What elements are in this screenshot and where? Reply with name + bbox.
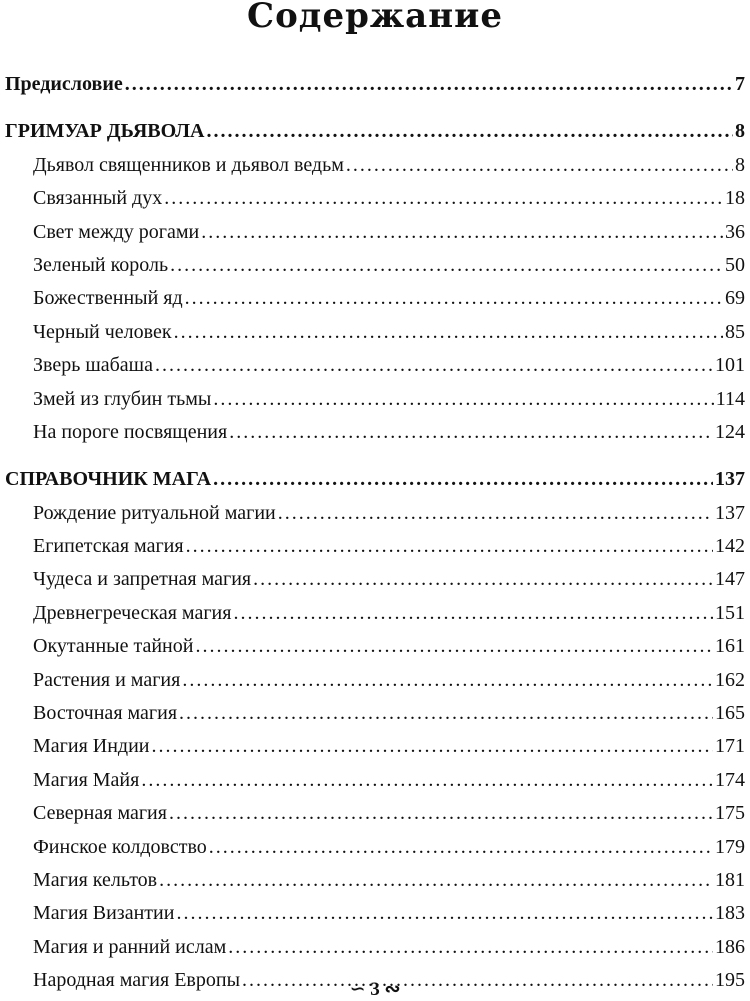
dot-leader xyxy=(182,664,713,697)
entry-page: 183 xyxy=(715,902,745,925)
dot-leader xyxy=(159,864,713,897)
dot-leader xyxy=(185,282,723,315)
dot-leader xyxy=(179,697,713,730)
dot-leader xyxy=(170,249,723,282)
entry-page: 8 xyxy=(735,153,745,176)
toc-entry xyxy=(0,864,745,897)
toc-entry xyxy=(0,530,745,563)
entry-title: Древнегреческая магия xyxy=(33,601,232,624)
toc-entry xyxy=(0,383,745,416)
toc-section-entry xyxy=(0,463,745,496)
toc-entry xyxy=(0,182,745,215)
entry-page: 101 xyxy=(715,354,745,377)
toc-entry xyxy=(0,764,745,797)
toc-entry xyxy=(0,664,745,697)
entry-title: Финское колдовство xyxy=(33,835,207,858)
entry-title: Черный человек xyxy=(33,320,172,343)
entry-page: 137 xyxy=(715,468,745,491)
entry-page: 151 xyxy=(715,601,745,624)
table-of-contents xyxy=(0,68,745,998)
dot-leader xyxy=(346,149,733,182)
entry-page: 165 xyxy=(715,702,745,725)
dot-leader xyxy=(213,463,713,496)
entry-page: 114 xyxy=(715,387,745,410)
entry-title: Северная магия xyxy=(33,802,167,825)
entry-title: Зверь шабаша xyxy=(33,354,153,377)
entry-page: 7 xyxy=(735,73,745,95)
entry-page: 142 xyxy=(715,535,745,558)
dot-leader xyxy=(125,68,733,101)
entry-title: На пороге посвящения xyxy=(33,420,228,443)
toc-entry xyxy=(0,563,745,596)
dot-leader xyxy=(228,931,713,964)
entry-page: 124 xyxy=(715,420,745,443)
toc-entry xyxy=(0,730,745,763)
entry-title: СПРАВОЧНИК МАГА xyxy=(5,468,212,491)
entry-title: Божественный яд xyxy=(33,287,183,310)
dot-leader xyxy=(213,383,713,416)
entry-page: 18 xyxy=(725,187,745,210)
entry-title: Восточная магия xyxy=(33,702,178,725)
page-title: Содержание xyxy=(247,0,503,36)
entry-title: Зеленый король xyxy=(33,253,169,276)
dot-leader xyxy=(164,182,723,215)
toc-entry xyxy=(0,349,745,382)
toc-entry xyxy=(0,216,745,249)
dot-leader xyxy=(207,115,733,148)
entry-page: 69 xyxy=(725,287,745,310)
entry-page: 36 xyxy=(725,220,745,243)
dot-leader xyxy=(152,730,714,763)
dot-leader xyxy=(186,530,713,563)
entry-page: 171 xyxy=(715,735,745,758)
dot-leader xyxy=(253,563,713,596)
entry-title: Магия и ранний ислам xyxy=(33,935,227,958)
entry-page: 162 xyxy=(715,668,745,691)
dot-leader xyxy=(155,349,713,382)
toc-entry xyxy=(0,797,745,830)
toc-entry xyxy=(0,630,745,663)
entry-title: Магия кельтов xyxy=(33,868,158,891)
entry-title: Магия Индии xyxy=(33,735,150,758)
toc-entry xyxy=(0,416,745,449)
entry-title: Рождение ритуальной магии xyxy=(33,501,276,524)
toc-entry xyxy=(0,931,745,964)
toc-entry xyxy=(0,282,745,315)
toc-entry xyxy=(0,597,745,630)
entry-title: Окутанные тайной xyxy=(33,635,194,658)
toc-entry xyxy=(0,249,745,282)
entry-page: 85 xyxy=(725,320,745,343)
entry-page: 50 xyxy=(725,253,745,276)
entry-page: 186 xyxy=(715,935,745,958)
toc-entry xyxy=(0,831,745,864)
toc-entry xyxy=(0,149,745,182)
entry-title: Чудеса и запретная магия xyxy=(33,568,252,591)
entry-title: Связанный дух xyxy=(33,187,163,210)
entry-page: 161 xyxy=(715,635,745,658)
dot-leader xyxy=(174,316,723,349)
entry-title: Растения и магия xyxy=(33,668,181,691)
toc-entry xyxy=(0,897,745,930)
dot-leader xyxy=(229,416,713,449)
entry-title: Египетская магия xyxy=(33,535,184,558)
entry-title: Магия Византии xyxy=(33,902,175,925)
entry-page: 195 xyxy=(715,969,745,992)
page-number: ∽ 3 ∾ xyxy=(349,979,401,1000)
entry-page: 175 xyxy=(715,802,745,825)
dot-leader xyxy=(176,897,713,930)
entry-title: Дьявол священников и дьявол ведьм xyxy=(33,153,344,176)
dot-leader xyxy=(209,831,713,864)
toc-entry xyxy=(0,497,745,530)
dot-leader xyxy=(278,497,713,530)
entry-page: 181 xyxy=(715,868,745,891)
toc-entry xyxy=(0,697,745,730)
entry-title: Магия Майя xyxy=(33,768,140,791)
dot-leader xyxy=(169,797,713,830)
toc-section-entry xyxy=(0,68,745,101)
entry-title: Народная магия Европы xyxy=(33,969,241,992)
dot-leader xyxy=(233,597,713,630)
entry-page: 137 xyxy=(715,501,745,524)
toc-section-entry xyxy=(0,115,745,148)
entry-title: Свет между рогами xyxy=(33,220,200,243)
dot-leader xyxy=(201,216,723,249)
dot-leader xyxy=(141,764,713,797)
entry-title: Предисловие xyxy=(5,73,123,95)
dot-leader xyxy=(195,630,713,663)
toc-entry xyxy=(0,316,745,349)
entry-page: 8 xyxy=(735,120,745,143)
entry-title: ГРИМУАР ДЬЯВОЛА xyxy=(5,120,205,143)
entry-title: Змей из глубин тьмы xyxy=(33,387,212,410)
entry-page: 179 xyxy=(715,835,745,858)
entry-page: 147 xyxy=(715,568,745,591)
entry-page: 174 xyxy=(715,768,745,791)
